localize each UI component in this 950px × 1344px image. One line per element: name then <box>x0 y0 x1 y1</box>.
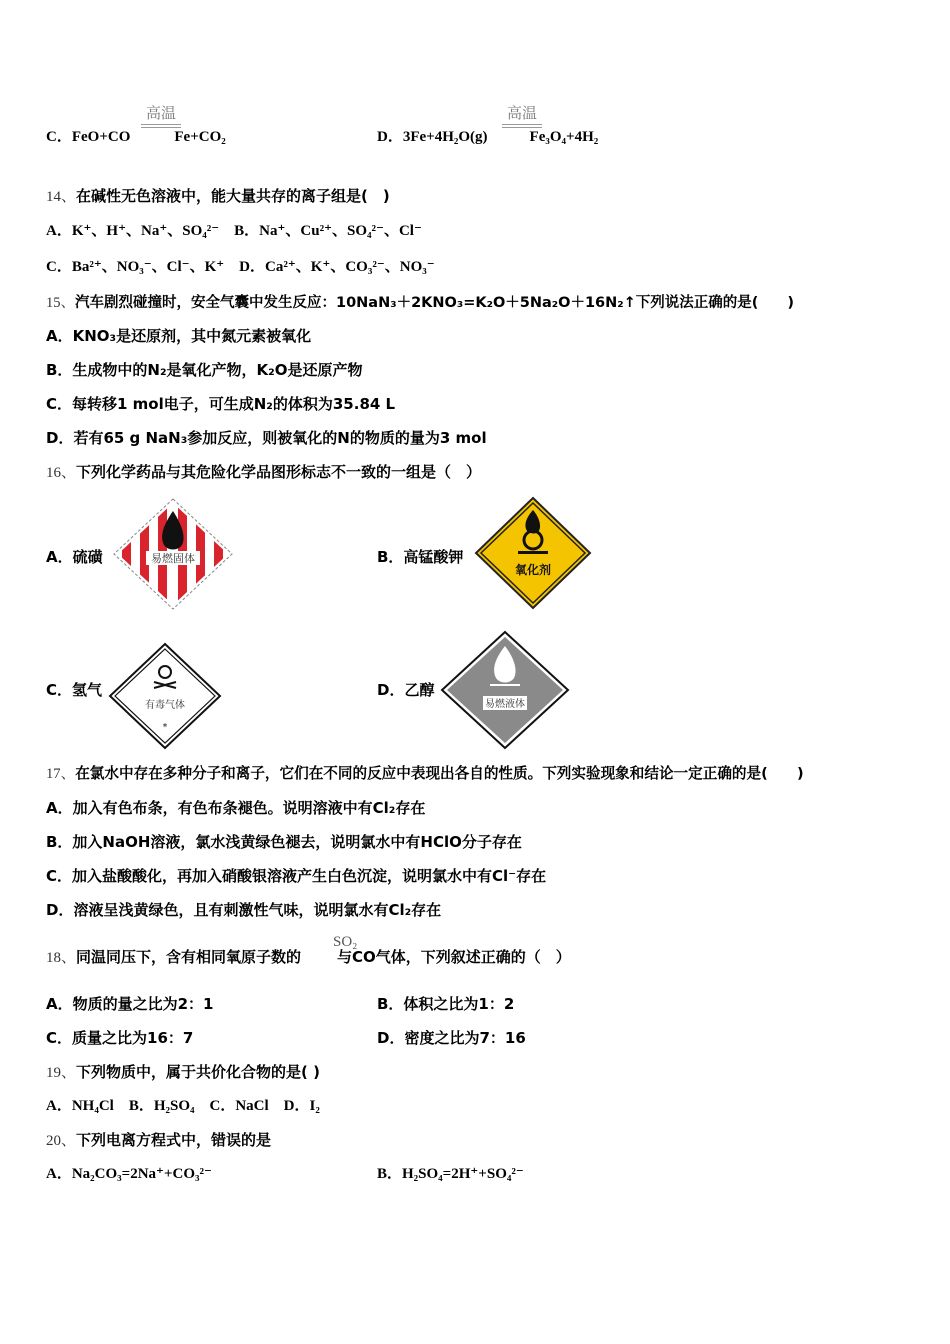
q17-option-a: A．加入有色布条，有色布条褪色。说明溶液中有Cl₂存在 <box>46 799 426 817</box>
q15-option-d: D．若有65 g NaN₃参加反应，则被氧化的N的物质的量为3 mol <box>46 429 487 447</box>
q18-option-c: C．质量之比为16：7 <box>46 1029 194 1047</box>
so2-formula: SO₂ <box>333 934 358 950</box>
q16-option-a: A．硫磺 <box>46 548 103 566</box>
flammable-solid-sign <box>112 497 234 611</box>
q19-options: A．NH₄Cl B．H₂SO₄ C．NaCl D．I₂ <box>46 1098 320 1114</box>
q17-stem: 17、在氯水中存在多种分子和离子，它们在不同的反应中表现出各自的性质。下列实验现象和结论一定正确的是( ) <box>46 765 804 782</box>
q20-option-b: B．H₂SO₄=2H⁺+SO₄²⁻ <box>377 1166 524 1182</box>
q14-options-cd: C．Ba²⁺、NO₃⁻、Cl⁻、K⁺ D．Ca²⁺、K⁺、CO₃²⁻、NO₃⁻ <box>46 259 435 275</box>
reaction-condition: 高温 <box>141 102 181 128</box>
q18-option-d: D．密度之比为7：16 <box>377 1029 526 1047</box>
q16-option-b: B．高锰酸钾 <box>377 548 464 566</box>
q18-option-b: B．体积之比为1：2 <box>377 995 515 1013</box>
q19-stem: 19、下列物质中，属于共价化合物的是( ) <box>46 1063 320 1081</box>
q20-option-a: A．Na₂CO₃=2Na⁺+CO₃²⁻ <box>46 1166 212 1182</box>
q13-option-d: D．3Fe+4H₂O(g) Fe₃O₄+4H₂ <box>377 129 599 145</box>
q17-option-d: D．溶液呈浅黄绿色，且有刺激性气味，说明氯水有Cl₂存在 <box>46 901 442 919</box>
svg-text:易燃液体: 易燃液体 <box>485 699 525 710</box>
q16-option-c: C．氢气 <box>46 681 103 699</box>
svg-text:易燃固体: 易燃固体 <box>151 552 195 565</box>
svg-text:有毒气体: 有毒气体 <box>145 700 185 711</box>
q15-option-b: B．生成物中的N₂是氧化产物，K₂O是还原产物 <box>46 361 363 379</box>
q18-option-a: A．物质的量之比为2：1 <box>46 995 214 1013</box>
flammable-liquid-sign <box>440 630 570 750</box>
q13-option-c: C．FeO+CO Fe+CO₂ <box>46 129 226 145</box>
q14-stem: 14、在碱性无色溶液中，能大量共存的离子组是( ) <box>46 187 390 205</box>
q15-stem: 15、汽车剧烈碰撞时，安全气囊中发生反应：10NaN₃＋2KNO₃=K₂O＋5Na₂O＋16N₂↑下列说法正确的是( ) <box>46 295 795 311</box>
q20-stem: 20、下列电离方程式中，错误的是 <box>46 1131 272 1149</box>
q14-options-ab: A．K⁺、H⁺、Na⁺、SO₄²⁻ B．Na⁺、Cu²⁺、SO₄²⁻、Cl⁻ <box>46 223 422 239</box>
oxidizer-sign <box>474 496 592 610</box>
svg-text:氧化剂: 氧化剂 <box>514 563 552 577</box>
svg-text:*: * <box>162 723 168 733</box>
q15-option-c: C．每转移1 mol电子，可生成N₂的体积为35.84 L <box>46 395 396 413</box>
q16-stem: 16、下列化学药品与其危险化学品图形标志不一致的一组是（ ） <box>46 463 482 481</box>
q16-option-d: D．乙醇 <box>377 681 435 699</box>
q15-option-a: A．KNO₃是还原剂，其中氮元素被氧化 <box>46 327 312 345</box>
toxic-gas-sign <box>108 642 222 750</box>
q17-option-b: B．加入NaOH溶液，氯水浅黄绿色褪去，说明氯水中有HClO分子存在 <box>46 833 522 851</box>
reaction-condition: 高温 <box>502 102 542 128</box>
q17-option-c: C．加入盐酸酸化，再加入硝酸银溶液产生白色沉淀，说明氯水中有Cl⁻存在 <box>46 867 547 885</box>
q18-stem: 18、同温同压下，含有相同氧原子数的 与CO气体，下列叙述正确的（ ） <box>46 948 571 966</box>
